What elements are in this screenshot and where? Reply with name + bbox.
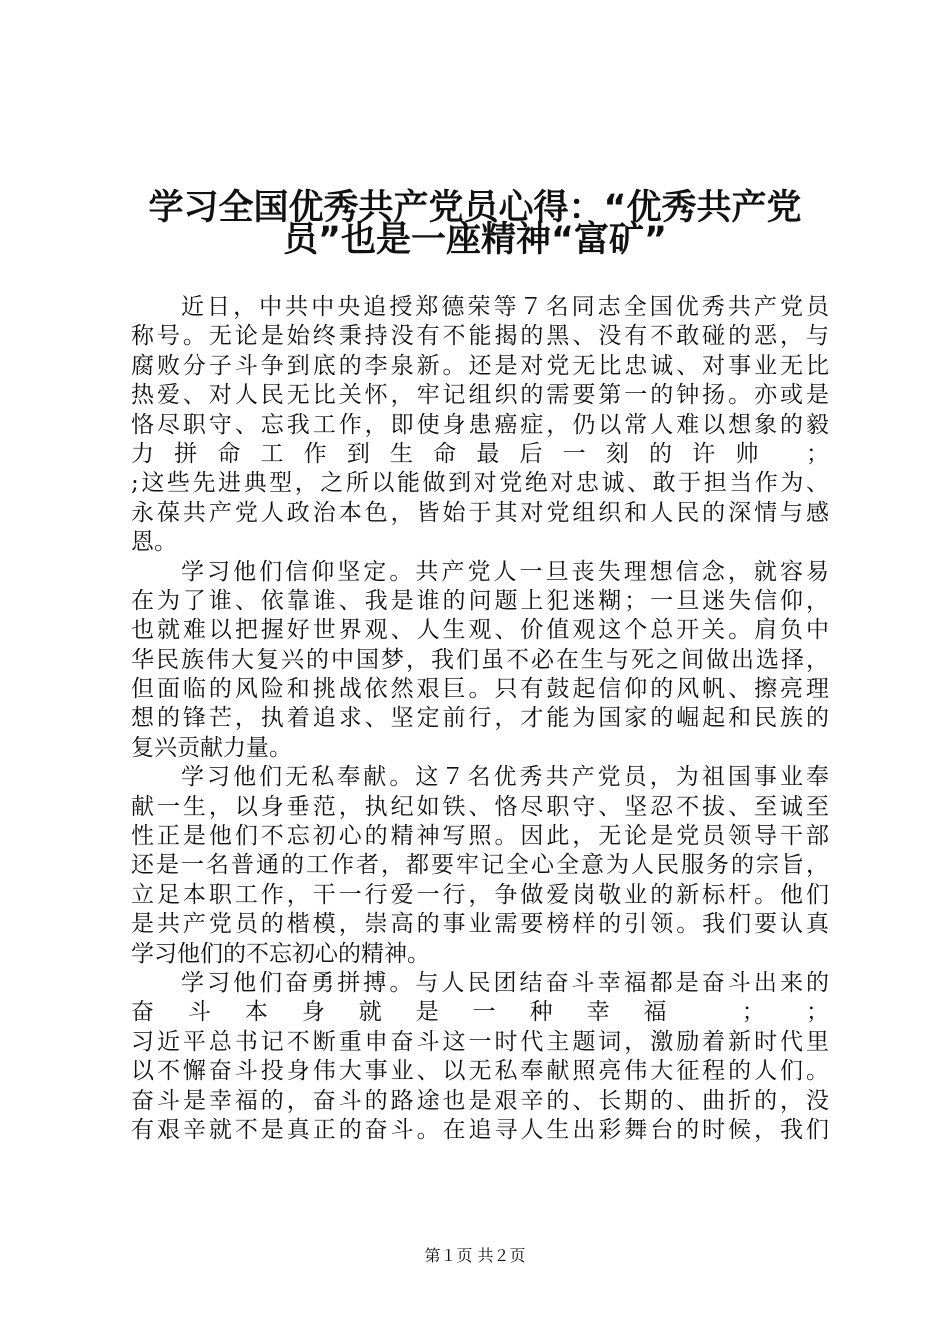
body-line: 还是一名普通的工作者，都要牢记全心全意为人民服务的宗旨， xyxy=(131,852,829,879)
body-line: 近日，中共中央追授郑德荣等７名同志全国优秀共产党员 xyxy=(181,294,829,320)
body-line: ;这些先进典型，之所以能做到对党绝对忠诚、敢于担当作为、 xyxy=(131,470,829,497)
body-line: 以不懈奋斗投身伟大事业、以无私奉献照亮伟大征程的人们。 xyxy=(131,1058,829,1085)
body-line: 奋斗是幸福的，奋斗的路途也是艰辛的、长期的、曲折的，没 xyxy=(131,1087,829,1114)
body-line: 献一生，以身垂范，执纪如铁、恪尽职守、坚忍不拔、至诚至 xyxy=(131,793,829,820)
body-line: 在为了谁、依靠谁、我是谁的问题上犯迷糊；一旦迷失信仰， xyxy=(131,587,829,614)
body-line: 奋斗本身就是一种幸福 ； ； xyxy=(131,999,829,1026)
body-line: 永葆共产党人政治本色，皆始于其对党组织和人民的深情与感 xyxy=(131,499,829,526)
body-line: 腐败分子斗争到底的李泉新。还是对党无比忠诚、对事业无比 xyxy=(131,352,829,379)
body-line: 立足本职工作，干一行爱一行，争做爱岗敬业的新标杆。他们 xyxy=(131,881,829,908)
body-line: 也就难以把握好世界观、人生观、价值观这个总开关。肩负中 xyxy=(131,617,829,644)
body-line: 恪尽职守、忘我工作，即使身患癌症，仍以常人难以想象的毅 xyxy=(131,411,829,438)
page-number-footer: 第１页 共２页 xyxy=(424,1246,526,1265)
body-line: 热爱、对人民无比关怀，牢记组织的需要第一的钟扬。亦或是 xyxy=(131,382,829,409)
body-line: 但面临的风险和挑战依然艰巨。只有鼓起信仰的风帆、擦亮理 xyxy=(131,676,829,703)
body-line: 称号。无论是始终秉持没有不能揭的黑、没有不敢碰的恶，与 xyxy=(131,323,829,350)
body-line: 习近平总书记不断重申奋斗这一时代主题词，激励着新时代里 xyxy=(131,1028,829,1055)
body-line: 复兴贡献力量。 xyxy=(131,734,292,761)
document-body xyxy=(131,293,829,1145)
body-line: 想的锋芒，执着追求、坚定前行，才能为国家的崛起和民族的 xyxy=(131,705,829,732)
body-line: 力拼命工作到生命最后一刻的许帅 ； xyxy=(131,440,829,467)
body-line: 学习他们的不忘初心的精神。 xyxy=(131,940,430,967)
body-line: 性正是他们不忘初心的精神写照。因此，无论是党员领导干部 xyxy=(131,823,829,850)
document-title-line-2: 员”也是一座精神“富矿” xyxy=(282,220,667,260)
body-line: 学习他们无私奉献。这７名优秀共产党员，为祖国事业奉 xyxy=(181,764,829,791)
body-line: 恩。 xyxy=(131,529,177,556)
body-line: 华民族伟大复兴的中国梦，我们虽不必在生与死之间做出选择， xyxy=(131,646,829,673)
document-title-line-1: 学习全国优秀共产党员心得：“优秀共产党 xyxy=(148,188,802,228)
body-line: 是共产党员的楷模，崇高的事业需要榜样的引领。我们要认真 xyxy=(131,911,829,938)
body-line: 有艰辛就不是真正的奋斗。在追寻人生出彩舞台的时候，我们 xyxy=(131,1116,829,1143)
body-line: 学习他们奋勇拼搏。与人民团结奋斗幸福都是奋斗出来的 xyxy=(181,969,829,996)
body-line: 学习他们信仰坚定。共产党人一旦丧失理想信念，就容易 xyxy=(181,558,829,585)
